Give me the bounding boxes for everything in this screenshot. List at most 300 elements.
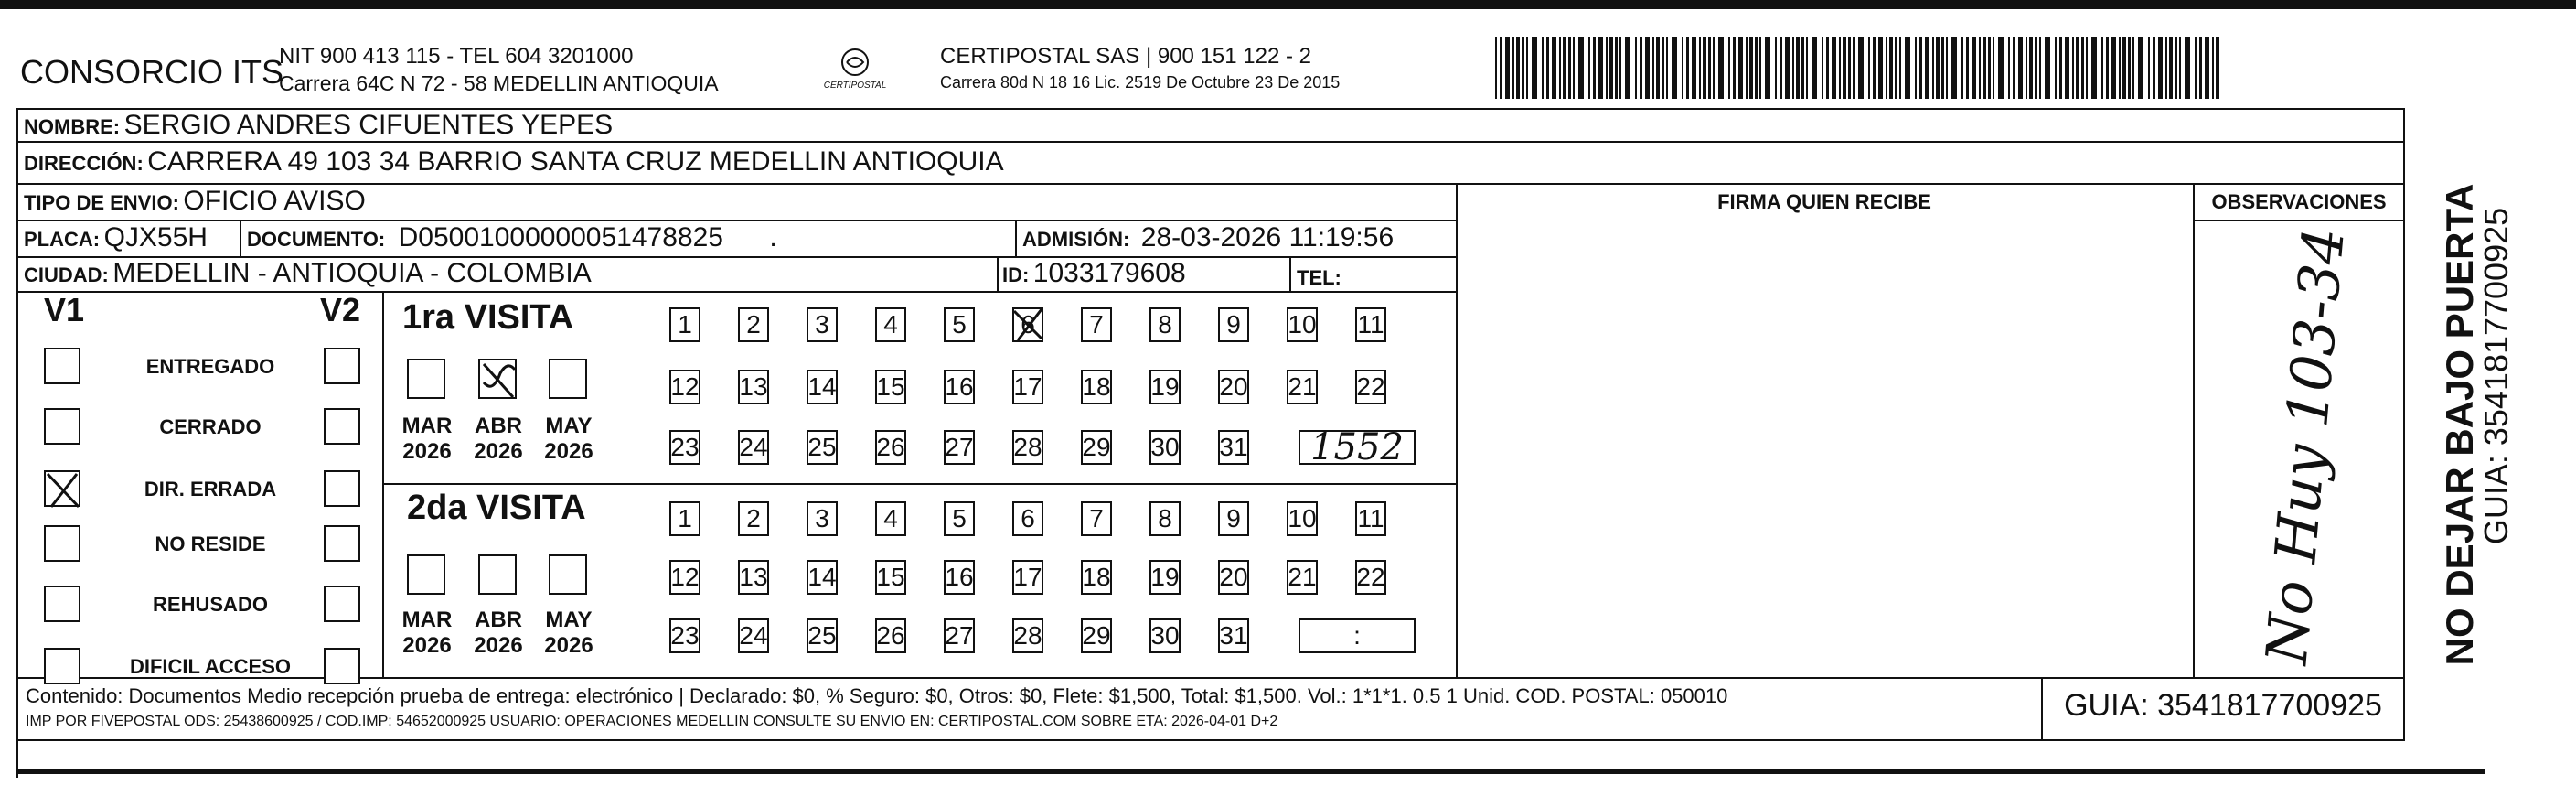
barcode-bar: [1686, 37, 1689, 99]
barcode-bar: [1886, 37, 1887, 99]
first-day-box[interactable]: [807, 307, 838, 342]
documento-suffix: .: [769, 222, 777, 253]
barcode-bar: [2148, 37, 2150, 99]
barcode-bar: [1559, 37, 1561, 99]
barcode-bar: [2195, 37, 2197, 99]
first-day-box[interactable]: [1012, 370, 1043, 404]
first-day-box[interactable]: [1218, 370, 1249, 404]
month-name: MAY: [545, 608, 593, 632]
first-day-box[interactable]: [1081, 307, 1112, 342]
day-number: 5: [952, 504, 967, 532]
second-day-box[interactable]: [1355, 501, 1386, 536]
bottom-border: [16, 769, 2485, 774]
second-day-box[interactable]: [875, 618, 906, 653]
barcode-bar: [1873, 37, 1876, 99]
day-number: 30: [1150, 621, 1180, 650]
barcode-bar: [1780, 37, 1782, 99]
barcode-bar: [1573, 37, 1575, 99]
certipostal-logo: [814, 44, 896, 99]
first-day-box[interactable]: [738, 307, 769, 342]
barcode-bar: [1738, 37, 1743, 99]
observacion-text: No Huy 103-34: [2252, 225, 2357, 667]
documento-value: D05001000000051478825: [398, 222, 723, 253]
ciudad-row: [24, 258, 592, 289]
first-day-box[interactable]: [1355, 307, 1386, 342]
barcode-bar: [1759, 37, 1761, 99]
first-day-box[interactable]: [1149, 370, 1181, 404]
second-day-box[interactable]: [1149, 501, 1181, 536]
first-month-checkbox-abr[interactable]: [478, 359, 517, 399]
second-month-checkbox-may[interactable]: [549, 554, 587, 595]
first-day-box[interactable]: [944, 430, 975, 465]
barcode-bar: [2055, 37, 2057, 99]
barcode-bar: [1666, 37, 1668, 99]
day-number: 10: [1288, 310, 1317, 339]
first-day-box[interactable]: [738, 370, 769, 404]
barcode-bar: [1889, 37, 1893, 99]
barcode-bar: [1615, 37, 1618, 99]
v1-checkbox-dir-errada[interactable]: [44, 470, 80, 507]
day-number: 20: [1219, 372, 1248, 401]
id-row: [1002, 258, 1186, 289]
barcode-bar: [1598, 37, 1603, 99]
month-year: 2026: [544, 633, 593, 658]
documento-label: DOCUMENTO:: [247, 228, 386, 251]
barcode-graphic: [1495, 37, 2222, 99]
barcode-bar: [1625, 37, 1630, 99]
day-number: 29: [1082, 433, 1111, 461]
barcode-bar: [2216, 37, 2219, 99]
nombre-label: NOMBRE:: [24, 115, 121, 138]
day-number: 16: [945, 372, 974, 401]
second-day-box[interactable]: [807, 501, 838, 536]
barcode-bar: [1998, 37, 2004, 99]
barcode-bar: [1899, 37, 1901, 99]
company-name: CONSORCIO ITS: [20, 53, 284, 91]
footer-guia: GUIA: 3541817700925: [2064, 688, 2382, 723]
day-number: 25: [807, 621, 837, 650]
second-day-box[interactable]: [1081, 501, 1112, 536]
day-number: 26: [876, 621, 905, 650]
logo-caption: CERTIPOSTAL: [823, 81, 887, 91]
ciudad-label: CIUDAD:: [24, 263, 109, 286]
admision-label: ADMISIÓN:: [1022, 228, 1130, 251]
barcode-bar: [1915, 37, 1917, 99]
day-number: 2: [746, 310, 761, 339]
barcode-bar: [1932, 37, 1934, 99]
barcode-bar: [1796, 37, 1800, 99]
barcode-bar: [2138, 37, 2143, 99]
first-day-box[interactable]: [1287, 370, 1318, 404]
barcode-bar: [1972, 37, 1976, 99]
first-day-box[interactable]: [1149, 307, 1181, 342]
barcode-bar: [1878, 37, 1883, 99]
v2-checkbox-no-reside[interactable]: [324, 525, 360, 562]
barcode-bar: [1699, 37, 1701, 99]
first-day-box[interactable]: [807, 370, 838, 404]
month-year: 2026: [474, 439, 523, 464]
second-day-box[interactable]: [944, 501, 975, 536]
first-visit-title: 1ra VISITA: [402, 298, 574, 337]
barcode-bar: [1662, 37, 1664, 99]
cross-mark-icon: [1010, 306, 1047, 344]
barcode-bar: [1868, 37, 1870, 99]
admision-row: [1022, 222, 1394, 253]
day-number: 19: [1150, 372, 1180, 401]
side-line2: GUIA: 3541817700925: [2477, 207, 2515, 545]
nombre-value: SERGIO ANDRES CIFUENTES YEPES: [123, 110, 614, 140]
first-day-box[interactable]: [1287, 307, 1318, 342]
first-day-box[interactable]: [738, 430, 769, 465]
barcode-bar: [2212, 37, 2214, 99]
first-day-box[interactable]: [1012, 307, 1043, 342]
second-month-label: [400, 608, 454, 659]
barcode-bar: [2128, 37, 2131, 99]
barcode-bar: [2065, 37, 2069, 99]
barcode-bar: [1919, 37, 1922, 99]
day-number: 19: [1150, 563, 1180, 591]
month-year: 2026: [402, 633, 452, 658]
day-number: 28: [1013, 433, 1042, 461]
placa-label: PLACA:: [24, 228, 101, 251]
barcode-bar: [1822, 37, 1823, 99]
day-number: 1: [678, 310, 692, 339]
v1-checkbox-cerrado[interactable]: [44, 408, 80, 445]
barcode-bar: [1801, 37, 1804, 99]
day-number: 10: [1288, 504, 1317, 532]
day-number: 26: [876, 433, 905, 461]
barcode-bar: [2153, 37, 2155, 99]
day-number: 24: [739, 621, 768, 650]
barcode-bar: [1645, 37, 1650, 99]
second-day-box[interactable]: [875, 501, 906, 536]
barcode-bar: [1703, 37, 1706, 99]
day-number: 14: [807, 372, 837, 401]
first-day-box[interactable]: [807, 430, 838, 465]
side-text: [2405, 91, 2524, 750]
day-number: 7: [1089, 504, 1104, 532]
first-month-label: [541, 414, 596, 465]
barcode-bar: [1672, 37, 1677, 99]
day-number: 13: [739, 563, 768, 591]
month-name: MAR: [401, 414, 453, 438]
first-day-box[interactable]: [1081, 370, 1112, 404]
day-number: 12: [670, 372, 700, 401]
barcode-bar: [1749, 37, 1753, 99]
barcode-bar: [1951, 37, 1957, 99]
day-number: 4: [883, 504, 898, 532]
barcode-bar: [1839, 37, 1841, 99]
day-number: 18: [1082, 372, 1111, 401]
month-year: 2026: [544, 439, 593, 464]
barcode-bar: [2158, 37, 2163, 99]
barcode-bar: [2008, 37, 2010, 99]
footer-contenido: Contenido: Documentos Medio recepción prueba de entrega: electrónico | Declarado: $0, % Seguro: $0, Otros: $0, Flete: $1,500, Total: $1,500. Vol.: 1*1*1. 0.5 1 Unid. COD. POSTAL: 050010: [26, 684, 1728, 707]
v1-checkbox-no-reside[interactable]: [44, 525, 80, 562]
day-number: 12: [670, 563, 700, 591]
barcode-bar: [1512, 37, 1514, 99]
month-name: ABR: [475, 608, 522, 632]
barcode-bar: [1983, 37, 1986, 99]
day-number: 22: [1356, 563, 1385, 591]
status-label: CERRADO: [159, 415, 262, 438]
month-name: MAR: [401, 608, 453, 632]
id-value: 1033179608: [1032, 258, 1186, 288]
barcode-bar: [2018, 37, 2023, 99]
second-visit-title: 2da VISITA: [407, 489, 586, 527]
second-day-box[interactable]: [1012, 501, 1043, 536]
certipostal-address: Carrera 80d N 18 16 Lic. 2519 De Octubre 23 De 2015: [940, 73, 1341, 91]
first-day-box[interactable]: [875, 370, 906, 404]
second-day-box[interactable]: [1012, 618, 1043, 653]
second-day-box[interactable]: [738, 560, 769, 595]
second-day-box[interactable]: [669, 501, 700, 536]
v2-checkbox-entregado[interactable]: [324, 348, 360, 384]
second-day-box[interactable]: [807, 560, 838, 595]
placa-value: QJX55H: [103, 222, 208, 253]
month-year: 2026: [474, 633, 523, 658]
barcode-bar: [1905, 37, 1910, 99]
first-day-box[interactable]: [669, 430, 700, 465]
time-value: :: [1353, 621, 1361, 650]
barcode-bar: [1526, 37, 1528, 99]
day-number: 6: [1021, 310, 1035, 339]
barcode-bar: [1853, 37, 1855, 99]
second-day-box[interactable]: [1287, 501, 1318, 536]
second-day-box[interactable]: [1149, 618, 1181, 653]
barcode-bar: [1946, 37, 1948, 99]
second-month-label: [541, 608, 596, 659]
second-day-box[interactable]: [1081, 618, 1112, 653]
v2-checkbox-dificil-acceso[interactable]: [324, 648, 360, 684]
day-number: 25: [807, 433, 837, 461]
side-line1: NO DEJAR BAJO PUERTA: [2438, 183, 2481, 666]
second-day-box[interactable]: [875, 560, 906, 595]
barcode-bar: [1713, 37, 1715, 99]
footer-imp: IMP POR FIVEPOSTAL ODS: 25438600925 / COD.IMP: 54652000925 USUARIO: OPERACIONES MEDELLIN CONSULTE SU ENVIO EN: CERTIPOSTAL.COM SOBRE ETA: 2026-04-01 D+2: [26, 714, 1278, 729]
barcode-bar: [2205, 37, 2209, 99]
tipo-value: OFICIO AVISO: [183, 186, 366, 216]
barcode-bar: [1755, 37, 1758, 99]
barcode-bar: [1588, 37, 1590, 99]
day-number: 7: [1089, 310, 1104, 339]
barcode-bar: [1619, 37, 1621, 99]
day-number: 21: [1288, 372, 1317, 401]
first-day-box[interactable]: [669, 307, 700, 342]
day-number: 18: [1082, 563, 1111, 591]
second-day-box[interactable]: [1149, 560, 1181, 595]
barcode-bar: [1733, 37, 1736, 99]
barcode-bar: [2013, 37, 2015, 99]
id-label: ID:: [1002, 263, 1030, 286]
barcode-bar: [1635, 37, 1637, 99]
barcode-bar: [2179, 37, 2181, 99]
status-label: DIR. ERRADA: [144, 478, 277, 500]
v2-label: V2: [320, 291, 361, 328]
barcode-bar: [1832, 37, 1836, 99]
ciudad-value: MEDELLIN - ANTIOQUIA - COLOMBIA: [112, 258, 592, 288]
first-day-box[interactable]: [1218, 430, 1249, 465]
second-day-box[interactable]: [944, 618, 975, 653]
first-time-box[interactable]: [1299, 426, 1416, 468]
barcode-bar: [2165, 37, 2167, 99]
tel-row: [1297, 261, 1341, 292]
first-day-box[interactable]: [944, 307, 975, 342]
barcode-bar: [1826, 37, 1829, 99]
first-month-label: [400, 414, 454, 465]
barcode-bar: [1979, 37, 1981, 99]
day-number: 9: [1226, 310, 1241, 339]
second-day-box[interactable]: [669, 618, 700, 653]
barcode-bar: [1858, 37, 1864, 99]
barcode-bar: [1542, 37, 1544, 99]
first-day-box[interactable]: [1081, 430, 1112, 465]
barcode-bar: [1606, 37, 1608, 99]
barcode-bar: [1941, 37, 1944, 99]
barcode-bar: [1988, 37, 1991, 99]
second-day-box[interactable]: [944, 560, 975, 595]
day-number: 29: [1082, 621, 1111, 650]
barcode-bar: [2111, 37, 2116, 99]
first-month-checkbox-mar[interactable]: [407, 359, 445, 399]
tipo-label: TIPO DE ENVIO:: [24, 191, 179, 214]
second-day-box[interactable]: [1355, 560, 1386, 595]
day-number: 20: [1219, 563, 1248, 591]
barcode-bar: [1656, 37, 1660, 99]
day-number: 11: [1357, 504, 1384, 532]
barcode-bar: [1563, 37, 1566, 99]
barcode-bar: [2132, 37, 2134, 99]
first-month-checkbox-may[interactable]: [549, 359, 587, 399]
barcode-bar: [1578, 37, 1584, 99]
day-number: 8: [1158, 310, 1172, 339]
day-number: 5: [952, 310, 967, 339]
v1-label: V1: [44, 291, 85, 328]
barcode-bar: [1568, 37, 1571, 99]
barcode-bar: [1718, 37, 1724, 99]
day-number: 24: [739, 433, 768, 461]
barcode-bar: [2106, 37, 2109, 99]
second-day-box[interactable]: [738, 501, 769, 536]
certipostal-line: CERTIPOSTAL SAS | 900 151 122 - 2: [940, 44, 1311, 69]
nombre-row: [24, 110, 613, 141]
second-month-checkbox-mar[interactable]: [407, 554, 445, 595]
barcode-bar: [1848, 37, 1851, 99]
day-number: 13: [739, 372, 768, 401]
second-day-box[interactable]: [1218, 501, 1249, 536]
day-number: 4: [883, 310, 898, 339]
barcode-bar: [2081, 37, 2084, 99]
day-number: 23: [670, 433, 700, 461]
barcode-bar: [1993, 37, 1994, 99]
certipostal-logo-icon: [814, 44, 896, 99]
barcode-bar: [2029, 37, 2033, 99]
day-number: 28: [1013, 621, 1042, 650]
second-day-box[interactable]: [1012, 560, 1043, 595]
barcode-bar: [1775, 37, 1777, 99]
month-name: MAY: [545, 414, 593, 438]
first-month-label: [471, 414, 526, 465]
barcode-bar: [1812, 37, 1817, 99]
barcode-bar: [1692, 37, 1696, 99]
second-month-checkbox-abr[interactable]: [478, 554, 517, 595]
month-year: 2026: [402, 439, 452, 464]
placa-row: [24, 222, 208, 253]
v1-checkbox-dificil-acceso[interactable]: [44, 648, 80, 684]
v2-checkbox-rehusado[interactable]: [324, 586, 360, 622]
first-day-box[interactable]: [1218, 307, 1249, 342]
status-label: NO RESIDE: [155, 532, 266, 555]
firma-header: FIRMA QUIEN RECIBE: [1717, 190, 1931, 213]
v2-checkbox-cerrado[interactable]: [324, 408, 360, 445]
barcode-bar: [1652, 37, 1654, 99]
direccion-value: CARRERA 49 103 34 BARRIO SANTA CRUZ MEDELLIN ANTIOQUIA: [147, 146, 1004, 177]
second-day-box[interactable]: [1218, 618, 1249, 653]
first-day-box[interactable]: [875, 430, 906, 465]
barcode: [1495, 37, 2222, 99]
barcode-bar: [1792, 37, 1794, 99]
first-day-box[interactable]: [1149, 430, 1181, 465]
first-day-box[interactable]: [944, 370, 975, 404]
second-day-box[interactable]: [1287, 560, 1318, 595]
top-border: [0, 0, 2576, 9]
day-number: 27: [945, 433, 974, 461]
barcode-bar: [1505, 37, 1510, 99]
barcode-bar: [2026, 37, 2027, 99]
day-number: 9: [1226, 504, 1241, 532]
second-day-box[interactable]: [738, 618, 769, 653]
time-value: 1552: [1310, 426, 1404, 468]
barcode-bar: [2076, 37, 2079, 99]
day-number: 31: [1219, 621, 1248, 650]
second-month-label: [471, 608, 526, 659]
barcode-bar: [2072, 37, 2074, 99]
first-day-box[interactable]: [875, 307, 906, 342]
barcode-bar: [1746, 37, 1748, 99]
second-day-box[interactable]: [1218, 560, 1249, 595]
v2-checkbox-dir-errada[interactable]: [324, 470, 360, 507]
barcode-bar: [1708, 37, 1711, 99]
documento-row: [247, 222, 777, 253]
barcode-bar: [2101, 37, 2103, 99]
day-number: 16: [945, 563, 974, 591]
day-number: 2: [746, 504, 761, 532]
barcode-bar: [2199, 37, 2202, 99]
check-mark-icon: [46, 472, 82, 509]
first-day-box[interactable]: [1012, 430, 1043, 465]
barcode-bar: [1966, 37, 1969, 99]
barcode-bar: [1806, 37, 1808, 99]
second-day-box[interactable]: [1081, 560, 1112, 595]
first-day-box[interactable]: [1355, 370, 1386, 404]
day-number: 17: [1013, 563, 1042, 591]
barcode-bar: [1765, 37, 1770, 99]
barcode-bar: [2035, 37, 2037, 99]
day-number: 22: [1356, 372, 1385, 401]
second-time-box[interactable]: [1299, 618, 1416, 653]
day-number: 1: [678, 504, 692, 532]
barcode-bar: [1785, 37, 1790, 99]
second-day-box[interactable]: [669, 560, 700, 595]
barcode-bar: [1936, 37, 1940, 99]
second-day-box[interactable]: [807, 618, 838, 653]
status-label: DIFICIL ACCESO: [129, 655, 291, 678]
barcode-bar: [2045, 37, 2050, 99]
first-day-box[interactable]: [669, 370, 700, 404]
barcode-bar: [1895, 37, 1897, 99]
v1-checkbox-entregado[interactable]: [44, 348, 80, 384]
v1-checkbox-rehusado[interactable]: [44, 586, 80, 622]
